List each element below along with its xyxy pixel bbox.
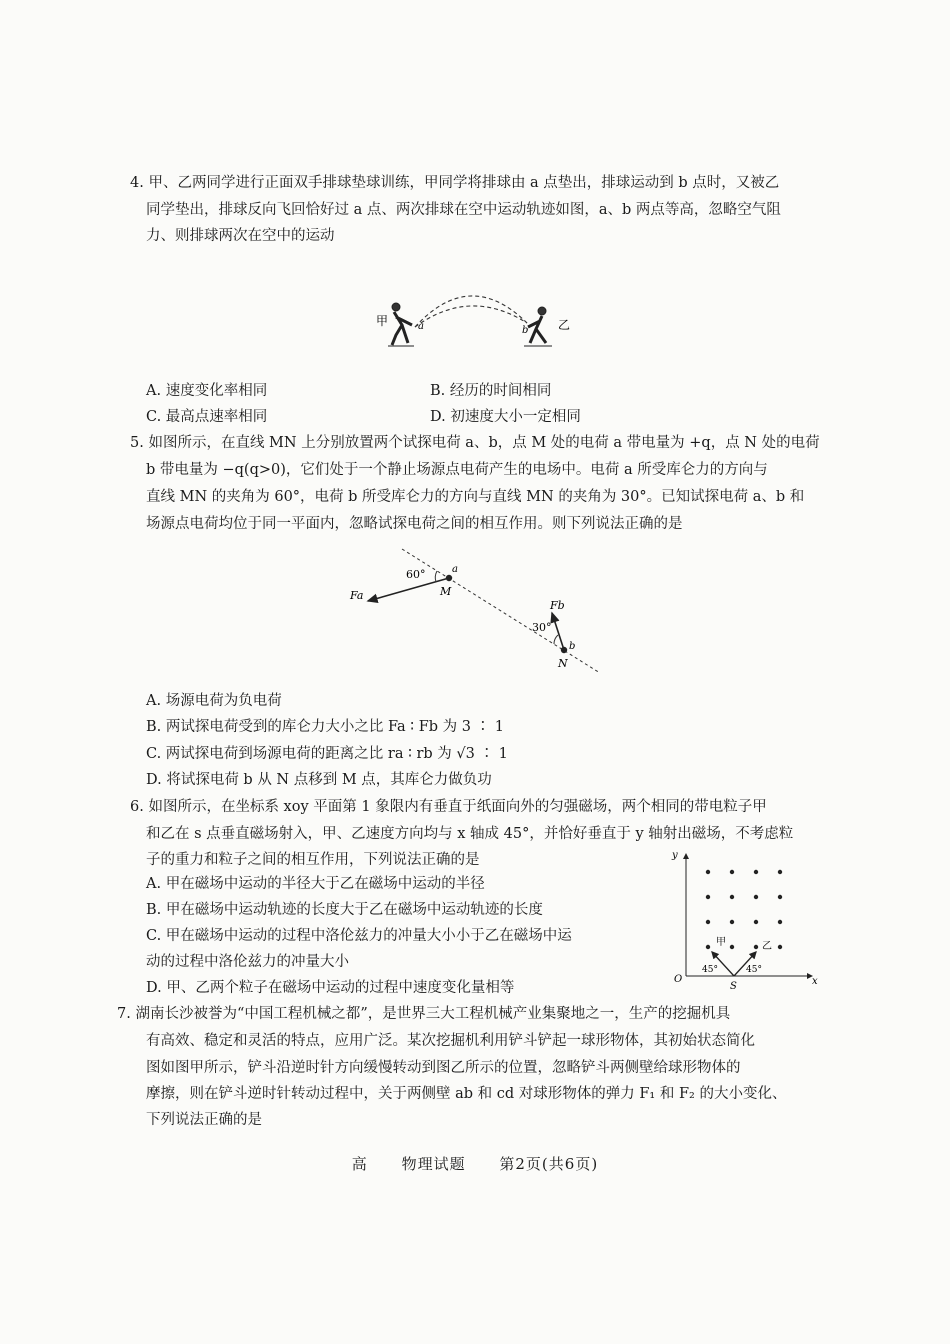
q6-option-d[interactable]: D. 甲、乙两个粒子在磁场中运动的过程中速度变化量相等: [146, 980, 515, 996]
q7-stem-line-5: 下列说法正确的是: [146, 1112, 262, 1128]
footer-subject: 物理试题: [401, 1155, 466, 1173]
label-yi: 乙: [558, 318, 571, 332]
q6-option-a[interactable]: A. 甲在磁场中运动的半径大于乙在磁场中运动的半径: [146, 876, 485, 892]
q6-option-b[interactable]: B. 甲在磁场中运动轨迹的长度大于乙在磁场中运动轨迹的长度: [146, 902, 543, 918]
label-a: a: [452, 564, 458, 575]
page-footer: [0, 1153, 950, 1174]
q4-option-d[interactable]: D. 初速度大小一定相同: [430, 409, 581, 425]
label-fb: Fb: [550, 599, 565, 612]
angle-arc-30: [554, 635, 558, 644]
q7-stem-line-3: 图如图甲所示，铲斗沿逆时针方向缓慢转动到图乙所示的位置，忽略铲斗两侧壁给球形物体的: [146, 1060, 741, 1076]
label-m: M: [440, 585, 452, 598]
trajectory-upper: [415, 296, 527, 327]
label-angle-60: 60°: [406, 568, 426, 581]
q6-stem-line-1: 6. 如图所示，在坐标系 xoy 平面第 1 象限内有垂直于纸面向外的匀强磁场，两个相同的带电粒子甲: [130, 799, 767, 815]
q6-magnetic-field-figure: [672, 848, 822, 990]
angle-arc-60: [435, 571, 437, 582]
label-angle-left: 45°: [702, 965, 718, 975]
label-angle-right: 45°: [746, 965, 762, 975]
q5-option-d[interactable]: D. 将试探电荷 b 从 N 点移到 M 点，其库仑力做负功: [146, 772, 492, 788]
label-point-a: a: [418, 321, 424, 332]
force-fa-arrow: [368, 578, 449, 601]
footer-page-number: 第2页(共6页): [499, 1155, 599, 1173]
label-jia: 甲: [716, 937, 726, 948]
q5-stem-line-1: 5. 如图所示，在直线 MN 上分别放置两个试探电荷 a、b，点 M 处的电荷 a 带电量为 +q，点 N 处的电荷: [130, 435, 820, 451]
q4-volleyball-figure: [370, 285, 580, 355]
label-y: y: [672, 850, 678, 861]
line-mn: [402, 549, 600, 673]
label-o: O: [674, 974, 683, 985]
q7-stem-line-1: 7. 湖南长沙被誉为“中国工程机械之都”，是世界三大工程机械产业集聚地之一，生产的挖掘机具: [117, 1006, 731, 1022]
q5-option-b[interactable]: B. 两试探电荷受到的库仑力大小之比 Fa ∶ Fb 为 3 ∶ 1: [146, 719, 504, 735]
label-angle-30: 30°: [532, 621, 552, 634]
q5-charge-figure: [340, 545, 610, 675]
force-fb-arrow: [552, 613, 564, 650]
q4-option-a[interactable]: A. 速度变化率相同: [146, 383, 268, 399]
q5-stem-line-4: 场源点电荷均位于同一平面内，忽略试探电荷之间的相互作用。则下列说法正确的是: [146, 516, 683, 532]
label-n: N: [558, 657, 568, 670]
label-fa: Fa: [350, 589, 364, 602]
q4-option-c[interactable]: C. 最高点速率相同: [146, 409, 268, 425]
label-point-b: b: [522, 325, 529, 336]
charge-a: [446, 575, 452, 581]
q7-stem-line-2: 有高效、稳定和灵活的特点，应用广泛。某次挖掘机利用铲斗铲起一球形物体，其初始状态简化: [146, 1033, 755, 1049]
label-b: b: [569, 641, 576, 652]
q6-stem-line-2: 和乙在 s 点垂直磁场射入，甲、乙速度方向均与 x 轴成 45°，并恰好垂直于 y 轴射出磁场，不考虑粒: [146, 826, 794, 842]
q6-stem-line-3: 子的重力和粒子之间的相互作用，下列说法正确的是: [146, 852, 480, 868]
label-yi: 乙: [762, 941, 772, 952]
q7-stem-line-4: 摩擦，则在铲斗逆时针转动过程中，关于两侧壁 ab 和 cd 对球形物体的弹力 F₁ 和 F₂ 的大小变化、: [146, 1086, 787, 1102]
label-jia: 甲: [376, 314, 389, 328]
charge-b: [561, 647, 567, 653]
q5-option-c[interactable]: C. 两试探电荷到场源电荷的距离之比 ra ∶ rb 为 √3 ∶ 1: [146, 746, 508, 762]
q5-option-a[interactable]: A. 场源电荷为负电荷: [146, 693, 282, 709]
label-s: S: [730, 981, 737, 992]
q6-option-c-line-2[interactable]: 动的过程中洛伦兹力的冲量大小: [146, 954, 349, 970]
q4-option-b[interactable]: B. 经历的时间相同: [430, 383, 552, 399]
q5-stem-line-2: b 带电量为 −q(q>0)，它们处于一个静止场源点电荷产生的电场中。电荷 a 所受库仑力的方向与: [146, 462, 768, 478]
q4-stem-line-1: 4. 甲、乙两同学进行正面双手排球垫球训练，甲同学将排球由 a 点垫出，排球运动到 b 点时，又被乙: [130, 175, 780, 191]
label-x: x: [812, 976, 818, 987]
q6-option-c-line-1[interactable]: C. 甲在磁场中运动的过程中洛伦兹力的冲量大小小于乙在磁场中运: [146, 928, 572, 944]
player-jia-icon: [388, 303, 414, 346]
footer-grade: 高: [351, 1155, 368, 1173]
q4-stem-line-2: 同学垫出，排球反向飞回恰好过 a 点、两次排球在空中运动轨迹如图，a、b 两点等高，忽略空气阻: [146, 202, 781, 218]
q5-stem-line-3: 直线 MN 的夹角为 60°，电荷 b 所受库仑力的方向与直线 MN 的夹角为 30°。已知试探电荷 a、b 和: [146, 489, 805, 505]
q4-stem-line-3: 力、则排球两次在空中的运动: [146, 228, 335, 244]
